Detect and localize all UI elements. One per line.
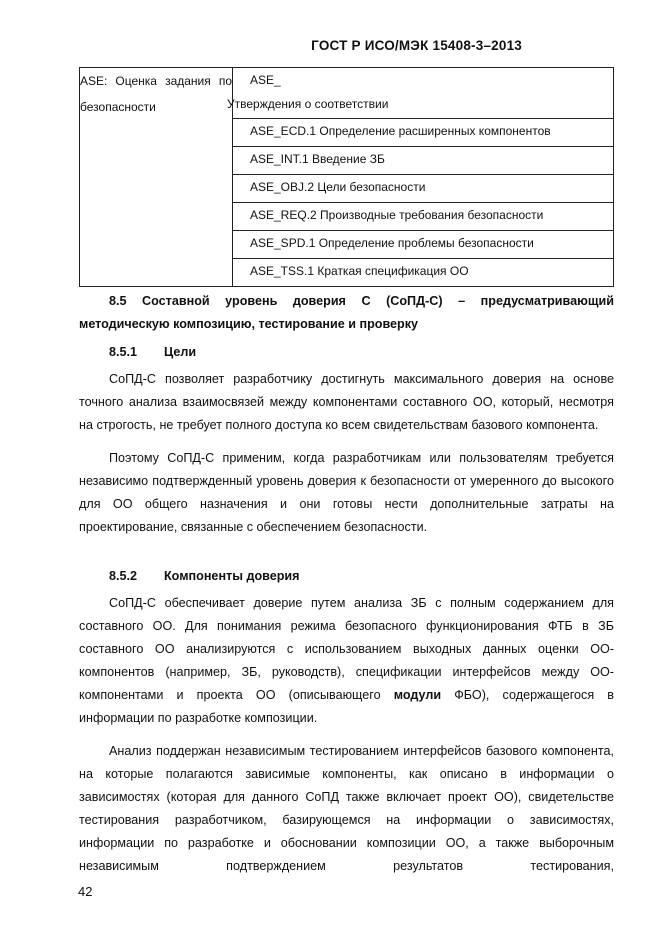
- section-8-5-2-heading: [79, 565, 614, 588]
- section-8-5-1-heading: [79, 341, 614, 364]
- table-cell-text: ASE_INT.1 Введение ЗБ: [250, 152, 385, 166]
- table-cell-text: ASE_ECD.1 Определение расширенных компонентов: [250, 124, 551, 138]
- section-8-5-2: [79, 565, 614, 878]
- table-row: [233, 231, 614, 259]
- section-number: 8.5.2: [109, 569, 138, 583]
- paragraph: Анализ поддержан независимым тестированием интерфейсов базового компонента, на которые полагаются зависимые компоненты, как описано в информации о зависимостях (которая для данного СоПД также включает проект ОО), свидетельстве тестирования разработчиком, базирующемся на информации о зависимостях, информации по разработке и обосновании композиции ОО, а также выборочным независимым подтверждением результатов тестирования,: [79, 744, 614, 873]
- table-row: [233, 119, 614, 147]
- paragraph-text: СоПД-С обеспечивает доверие путем анализа ЗБ с полным содержанием для составного ОО. Для понимания режима безопасного функционирования ФТБ в ЗБ составного ОО анализируются с использованием выходных данных оценки ОО-компонентов (например, ЗБ, руководств), спецификации интерфейсов между ОО-компонентами и проекта ОО (описывающего: [79, 596, 614, 702]
- table-cell-text: ASE_TSS.1 Краткая спецификация ОО: [250, 264, 469, 278]
- paragraph: СоПД-С позволяет разработчику достигнуть максимального доверия на основе точного анализа взаимосвязей между компонентами составного ОО, который, несмотря на строгость, не требует полного доступа ко всем свидетельствам базового компонента.: [79, 372, 614, 432]
- ase-components-table: [79, 67, 614, 287]
- table-row-line1: ASE_: [250, 73, 281, 87]
- table-cell-text: ASE_REQ.2 Производные требования безопасности: [250, 208, 544, 222]
- bold-term: модули: [393, 688, 442, 702]
- paragraph: Поэтому СоПД-С применим, когда разработчикам или пользователям требуется независимо подтвержденный уровень доверия к безопасности от умеренного до высокого для ОО общего назначения и они готовы нести дополнительные затраты на проектирование, связанные с обеспечением безопасности.: [79, 451, 614, 534]
- document-header: ГОСТ Р ИСО/МЭК 15408-3–2013: [311, 38, 522, 53]
- table-cell-text: ASE_SPD.1 Определение проблемы безопасности: [250, 236, 534, 250]
- section-8-5-1: [79, 341, 614, 539]
- table-row: [233, 147, 614, 175]
- table-row: [233, 203, 614, 231]
- table-row: [233, 259, 614, 287]
- section-8-5: [79, 290, 614, 336]
- table-row: [233, 175, 614, 203]
- table-cell-text: ASE_OBJ.2 Цели безопасности: [250, 180, 426, 194]
- paragraph: [79, 592, 614, 730]
- section-8-5-heading: 8.5 Составной уровень доверия С (СоПД-С) – предусматривающий методическую композицию, тестирование и проверку: [79, 294, 614, 331]
- table-row-line2: Утверждения о соответствии: [227, 97, 389, 111]
- section-number: 8.5.1: [109, 345, 138, 359]
- table-row-ase-ccl: [227, 68, 614, 119]
- section-title: Цели: [164, 345, 197, 359]
- section-title: Компоненты доверия: [164, 569, 300, 583]
- paragraph-text: ФБО), содержащегося в информации по разработке композиции.: [79, 688, 614, 725]
- ase-class-label: ASE: Оценка задания по безопасности: [80, 68, 233, 287]
- page-number: 42: [78, 884, 93, 899]
